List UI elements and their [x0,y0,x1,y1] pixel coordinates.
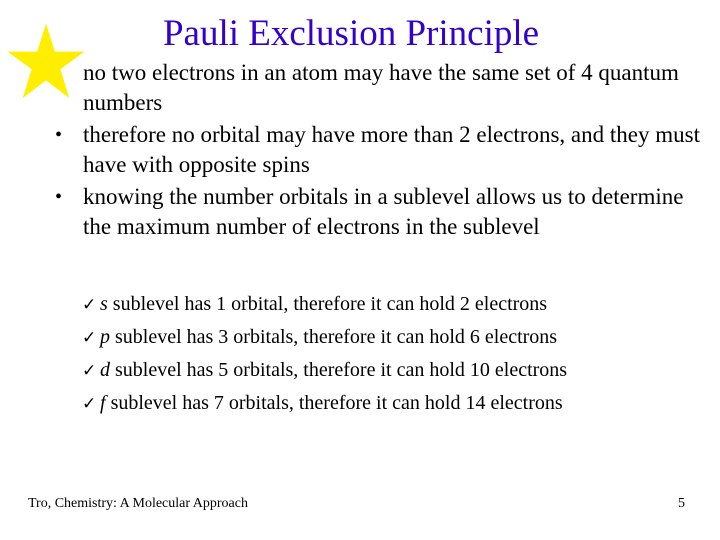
checkmark-icon: ✓ [82,361,97,381]
bullet-item [55,120,715,180]
checkmark-icon: ✓ [82,295,97,315]
check-text: sublevel has 3 orbitals, therefore it can hold 6 electrons [110,326,558,348]
check-text: sublevel has 1 orbital, therefore it can hold 2 electrons [107,293,548,315]
slide-title: Pauli Exclusion Principle [162,13,540,54]
check-item [82,288,712,321]
bullet-text: no two electrons in an atom may have the same set of 4 quantum numbers [83,60,679,115]
bullet-dot-icon: • [55,124,63,146]
checkmark-icon: ✓ [82,328,97,348]
sublevel-letter: p [100,326,110,348]
bullet-text: therefore no orbital may have more than 2 electrons, and they must have with opposite spins [83,122,700,177]
sublevel-letter: f [100,392,106,414]
bullet-item [55,58,715,118]
sublevel-letter: d [100,359,110,381]
bullet-dot-icon: • [55,186,63,208]
footer-source: Tro, Chemistry: A Molecular Approach [28,496,248,511]
checkmark-icon: ✓ [82,394,97,414]
check-item [82,321,712,354]
check-text: sublevel has 7 orbitals, therefore it can hold 14 electrons [105,392,563,414]
check-list [82,288,712,420]
sublevel-letter: s [100,293,108,315]
check-item [82,387,712,420]
bullet-list [55,58,715,244]
check-item [82,354,712,387]
page-number: 5 [678,496,685,511]
bullet-text: knowing the number orbitals in a sublevel allows us to determine the maximum number of electrons in the sublevel [83,184,684,239]
bullet-item [55,182,715,242]
check-text: sublevel has 5 orbitals, therefore it can hold 10 electrons [110,359,568,381]
